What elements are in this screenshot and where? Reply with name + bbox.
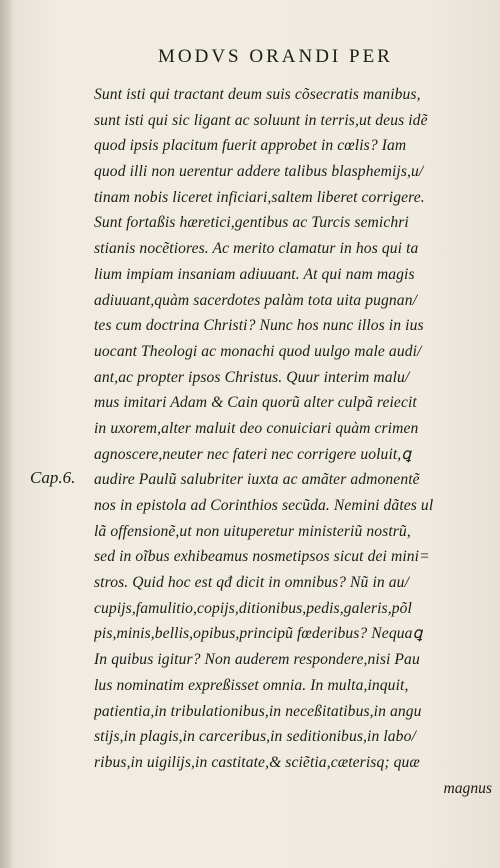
text-line: tes cum doctrina Christi? Nunc hos nunc illos in ius bbox=[94, 317, 424, 335]
text-line: Sunt isti qui tractant deum suis cõsecratis manibus, bbox=[94, 86, 421, 103]
text-line: Sunt fortaßis hæretici,gentibus ac Turcis semichri bbox=[94, 214, 409, 232]
text-line: stros. Quid hoc est qđ dicit in omnibus? Nũ in au/ bbox=[94, 574, 410, 592]
text-line: uocant Theologi ac monachi quod uulgo male audi/ bbox=[94, 342, 422, 360]
text-line: ribus,in uigilijs,in castitate,& sciẽtia,cæterisq; quæ bbox=[94, 753, 420, 771]
running-head: MODVS ORANDI PER bbox=[158, 46, 393, 67]
body-text bbox=[94, 82, 494, 801]
text-line: lus nominatim expreßisset omnia. In multa,inquit, bbox=[94, 676, 409, 694]
text-line: in uxorem,alter maluit deo conuiciari quàm crimen bbox=[94, 419, 419, 437]
text-line: In quibus igitur? Non auderem respondere,nisi Pau bbox=[94, 651, 420, 669]
text-line: lium impiam insaniam adiuuant. At qui nam magis bbox=[94, 265, 415, 283]
text-line: stijs,in plagis,in carceribus,in seditionibus,in labo/ bbox=[94, 728, 416, 746]
text-line: cupijs,famulitio,copijs,ditionibus,pedis,galeris,põl bbox=[94, 599, 412, 617]
text-line: patientia,in tribulationibus,in neceßitatibus,in angu bbox=[94, 702, 422, 720]
text-line: adiuuant,quàm sacerdotes palàm tota uita pugnan/ bbox=[94, 291, 418, 309]
text-line: sunt isti qui sic ligant ac soluunt in terris,ut deus idẽ bbox=[94, 111, 428, 129]
text-line: tinam nobis liceret inficiari,saltem liberet corrigere. bbox=[94, 188, 425, 206]
text-line: pis,minis,bellis,opibus,principũ fœderibus? Nequaꝗ bbox=[94, 625, 423, 643]
text-line: lã offensionẽ,ut non uituperetur ministeriũ nostrũ, bbox=[94, 522, 411, 540]
text-line: ant,ac propter ipsos Christus. Quur interim malu/ bbox=[94, 368, 410, 386]
gutter-shadow bbox=[0, 0, 14, 868]
text-line: agnoscere,neuter nec fateri nec corrigere uoluit,ꝗ bbox=[94, 445, 412, 463]
margin-note-chapter: Cap.6. bbox=[30, 468, 76, 487]
text-line: stianis nocẽtiores. Ac merito clamatur in hos qui ta bbox=[94, 240, 419, 258]
text-line: quod illi non uerentur addere talibus blasphemijs,u/ bbox=[94, 163, 424, 181]
catchword: magnus bbox=[443, 779, 492, 797]
text-line: nos in epistola ad Corinthios secũda. Nemini dãtes ul bbox=[94, 497, 434, 514]
text-line: quod ipsis placitum fuerit approbet in cœlis? Iam bbox=[94, 137, 407, 155]
text-line: audire Paulũ salubriter iuxta ac amãter admonentẽ bbox=[94, 471, 420, 489]
text-line: sed in oĩbus exhibeamus nosmetipsos sicut dei mini= bbox=[94, 548, 430, 566]
text-line: mus imitari Adam & Cain quorũ alter culpã reiecit bbox=[94, 394, 417, 412]
